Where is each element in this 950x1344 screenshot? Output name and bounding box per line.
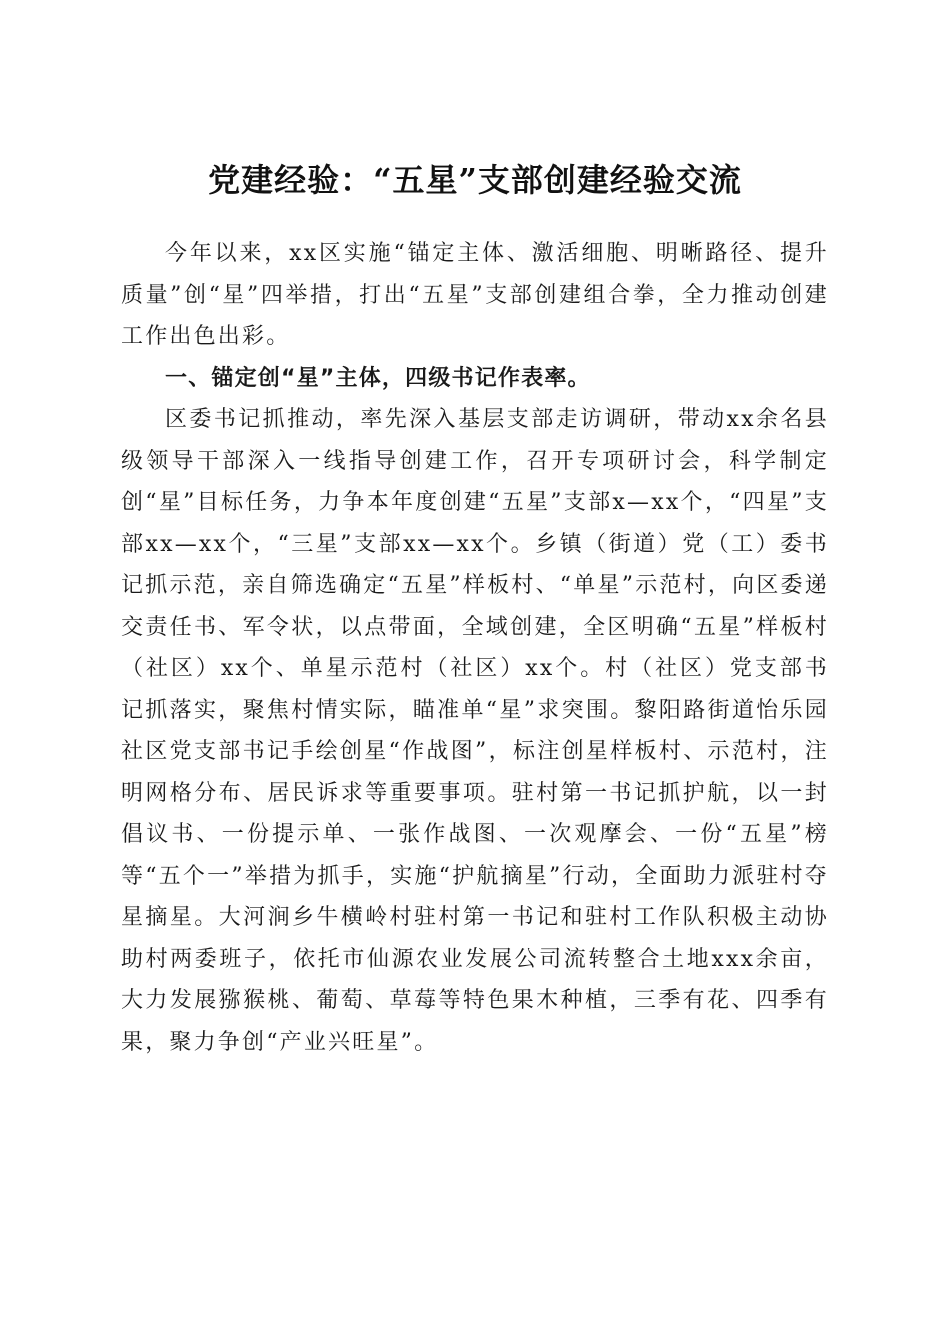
section-heading-1: 一、锚定创“星”主体，四级书记作表率。 — [165, 365, 591, 391]
section-1-paragraph: 区委书记抓推动，率先深入基层支部走访调研，带动xx余名县级领导干部深入一线指导创建工作，召开专项研讨会，科学制定创“星”目标任务，力争本年度创建“五星”支部x—xx个，“四星”支部xx—xx个，“三星”支部xx—xx个。乡镇（街道）党（工）委书记抓示范，亲自筛选确定“五星”样板村、“单星”示范村，向区委递交责任书、军令状，以点带面，全域创建，全区明确“五星”样板村（社区）xx个、单星示范村（社区）xx个。村（社区）党支部书记抓落实，聚焦村情实际，瞄准单“星”求突围。黎阳路街道怡乐园社区党支部书记手绘创星“作战图”，标注创星样板村、示范村，注明网格分布、居民诉求等重要事项。驻村第一书记抓护航，以一封倡议书、一份提示单、一张作战图、一次观摩会、一份“五星”榜等“五个一”举措为抓手，实施“护航摘星”行动，全面助力派驻村夺星摘星。大河涧乡牛横岭村驻村第一书记和驻村工作队积极主动协助村两委班子，依托市仙源农业发展公司流转整合土地xxx余亩，大力发展猕猴桃、葡萄、草莓等特色果木种植，三季有花、四季有果，聚力争创“产业兴旺星”。 — [121, 407, 829, 1055]
document-body — [121, 233, 829, 1063]
document-title: 党建经验：“五星”支部创建经验交流 — [208, 161, 742, 200]
intro-paragraph: 今年以来，xx区实施“锚定主体、激活细胞、明晰路径、提升质量”创“星”四举措，打出“五星”支部创建组合拳，全力推动创建工作出色出彩。 — [121, 241, 829, 349]
